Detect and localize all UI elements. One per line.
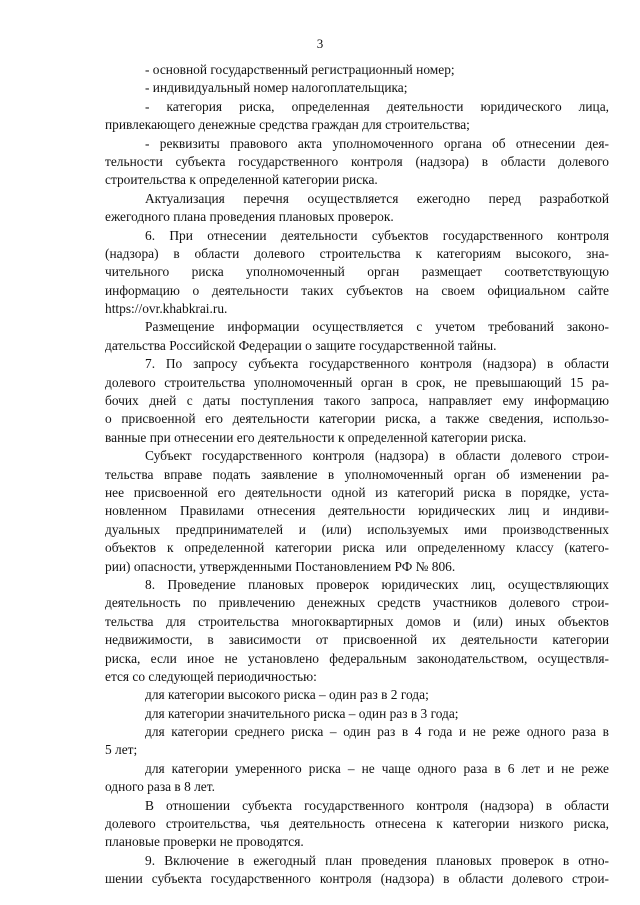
text-line: дательства Российской Федерации о защите государственной тайны. bbox=[105, 337, 497, 353]
text-line: - индивидуальный номер налогоплательщика; bbox=[145, 80, 408, 96]
text-line: 7. По запросу субъекта государственного контроля (надзора) в области bbox=[145, 356, 609, 372]
text-line: бочих дней с даты поступления такого запроса, направляет ему информацию bbox=[105, 393, 609, 409]
text-line: одного раза в 8 лет. bbox=[105, 779, 215, 795]
text-line: нее присвоенной его деятельности одной из категорий риска в порядке, уста- bbox=[105, 484, 609, 500]
text-line: тельства вправе подать заявление в уполномоченный орган об изменении ра- bbox=[105, 466, 609, 482]
text-line: 6. При отнесении деятельности субъектов государственного контроля bbox=[145, 227, 609, 243]
text-line: недвижимости, в зависимости от присвоенной их деятельности категории bbox=[105, 632, 609, 648]
text-line: чительного риска уполномоченный орган размещает соответствующую bbox=[105, 264, 609, 280]
text-line: https://ovr.khabkrai.ru. bbox=[105, 301, 228, 317]
text-line: - категория риска, определенная деятельности юридического лица, bbox=[145, 98, 609, 114]
text-line: тельства для строительства многоквартирных домов и (или) иных объектов bbox=[105, 613, 609, 629]
text-line: долевого строительства уполномоченный орган в срок, не превышающий 15 ра- bbox=[105, 374, 609, 390]
text-line: для категории высокого риска – один раз в 2 года; bbox=[145, 687, 429, 703]
text-line: - основной государственный регистрационный номер; bbox=[145, 62, 455, 77]
text-line: В отношении субъекта государственного контроля (надзора) в области bbox=[145, 797, 609, 813]
text-line: новленном Правилами отнесения деятельности юридических лиц и индиви- bbox=[105, 503, 609, 519]
text-line: Субъект государственного контроля (надзора) в области долевого строи- bbox=[145, 448, 609, 464]
text-line: 9. Включение в ежегодный план проведения плановых проверок в отно- bbox=[145, 852, 609, 868]
document-body bbox=[105, 61, 609, 889]
text-line: о присвоенной его деятельности категории риска, а также сведения, использо- bbox=[105, 411, 609, 427]
text-line: дуальных предпринимателей и (или) используемых ими производственных bbox=[105, 521, 609, 537]
text-line: тельности субъекта государственного контроля (надзора) в области долевого bbox=[105, 153, 609, 169]
text-line: плановые проверки не проводятся. bbox=[105, 834, 304, 850]
text-line: рии) опасности, утвержденными Постановлением РФ № 806. bbox=[105, 558, 456, 574]
text-line: ется со следующей периодичностью: bbox=[105, 668, 317, 684]
text-line: (надзора) в области долевого строительства к категориям высокого, зна- bbox=[105, 245, 609, 261]
text-line: Размещение информации осуществляется с учетом требований законо- bbox=[145, 319, 609, 335]
text-line: для категории умеренного риска – не чаще одного раза в 6 лет и не реже bbox=[145, 760, 609, 776]
text-line: 5 лет; bbox=[105, 742, 138, 758]
text-line: объектов к определенной категории риска или определенному классу (катего- bbox=[105, 540, 609, 556]
text-line: долевого строительства, чья деятельность отнесена к категории низкого риска, bbox=[105, 816, 609, 832]
text-line: - реквизиты правового акта уполномоченного органа об отнесении дея- bbox=[145, 135, 609, 151]
text-line: Актуализация перечня осуществляется ежегодно перед разработкой bbox=[145, 190, 609, 206]
text-line: привлекающего денежные средства граждан для строительства; bbox=[105, 117, 470, 133]
text-line: риска, если иное не установлено федеральным законодательством, осуществля- bbox=[105, 650, 609, 666]
text-line: шении субъекта государственного контроля (надзора) в области долевого строи- bbox=[105, 871, 609, 887]
text-line: деятельность по привлечению денежных средств участников долевого строи- bbox=[105, 595, 609, 611]
text-line: строительства к определенной категории риска. bbox=[105, 172, 378, 188]
text-line: для категории значительного риска – один раз в 3 года; bbox=[145, 705, 459, 721]
text-line: 8. Проведение плановых проверок юридических лиц, осуществляющих bbox=[145, 576, 609, 592]
text-line: ванные при отнесении его деятельности к определенной категории риска. bbox=[105, 429, 527, 445]
text-line: ежегодного плана проведения плановых проверок. bbox=[105, 209, 394, 225]
text-line: для категории среднего риска – один раз в 4 года и не реже одного раза в bbox=[145, 724, 609, 740]
page-number: 3 bbox=[316, 36, 324, 51]
text-line: информацию о деятельности таких субъектов на своем официальном сайте bbox=[105, 282, 609, 298]
